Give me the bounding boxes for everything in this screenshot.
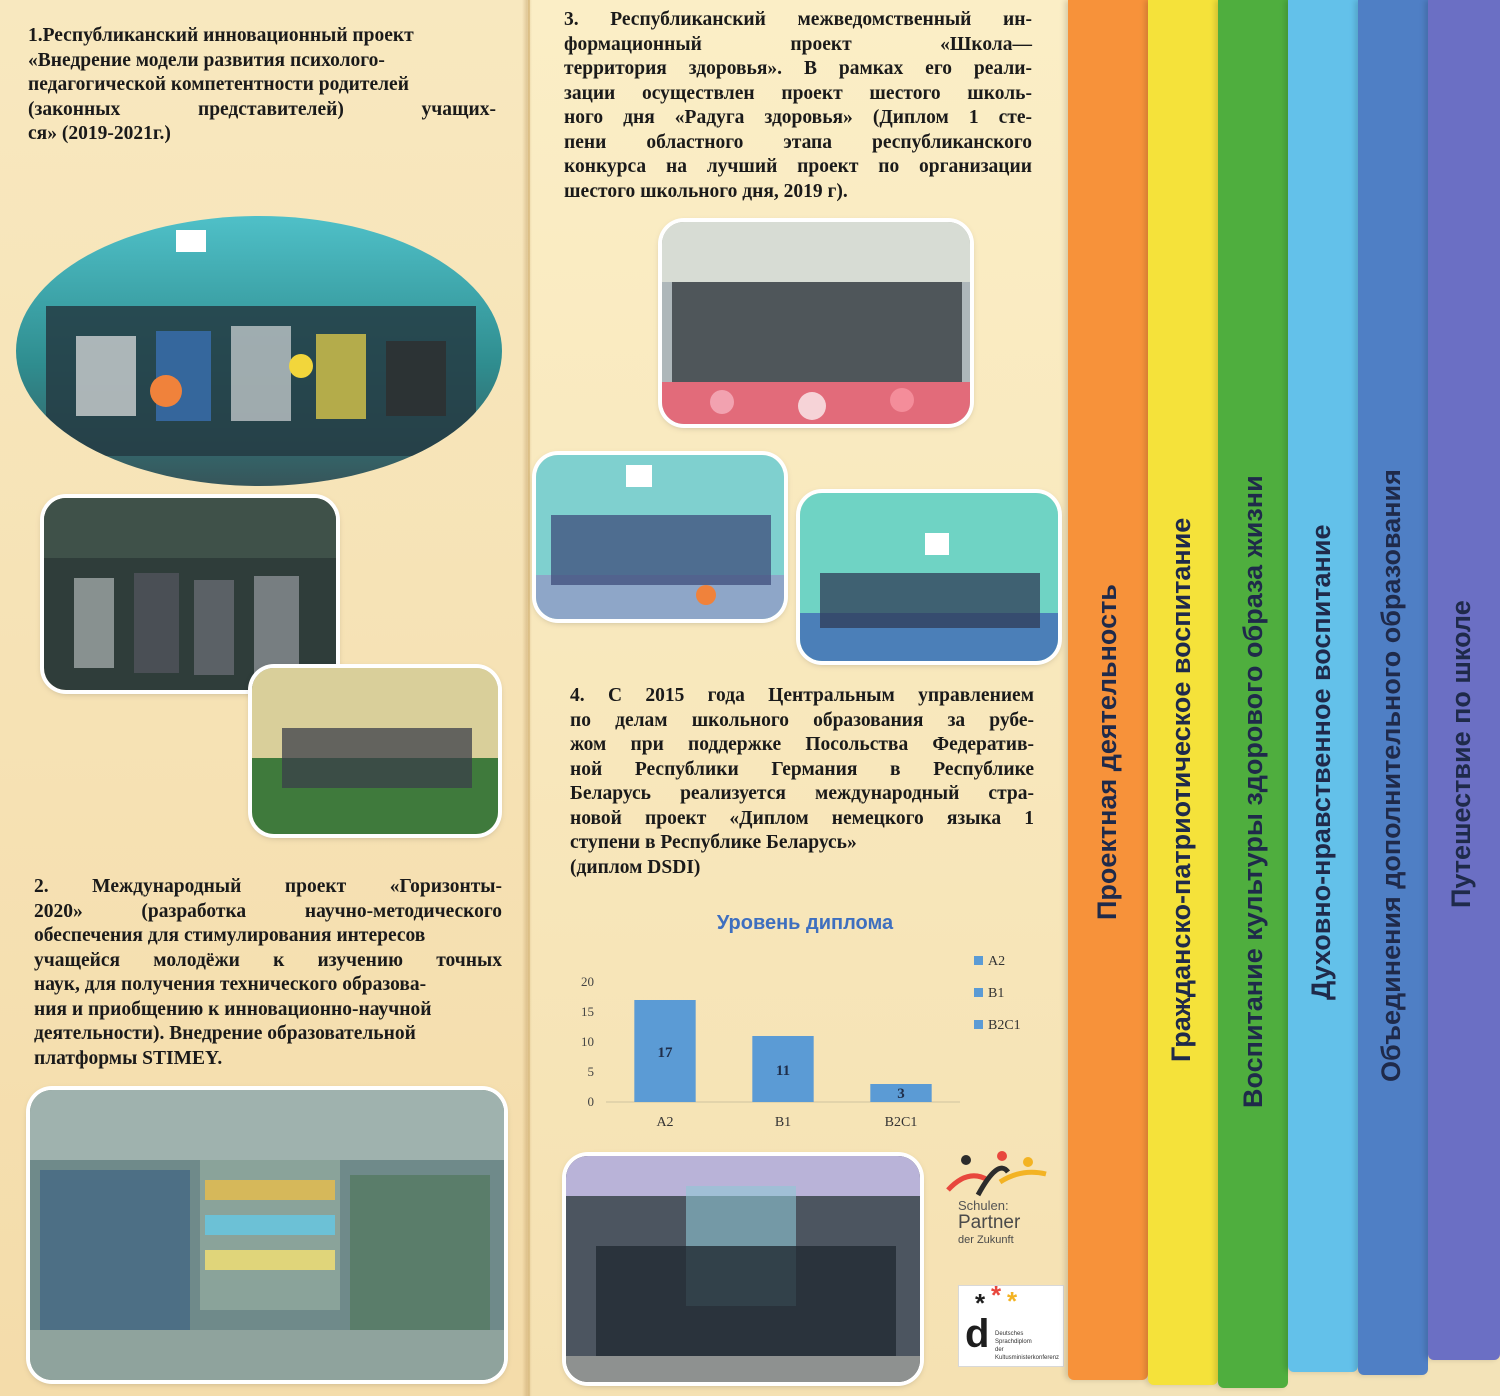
section-tabs: [1068, 0, 1500, 1396]
oval-group-photo: [16, 216, 502, 486]
dsd-line-1: Deutsches: [995, 1331, 1024, 1337]
legend-swatch: [974, 1020, 983, 1029]
tab-extra-education[interactable]: [1358, 0, 1428, 1375]
tab-label: Проектная деятельность: [1092, 584, 1122, 920]
project-2-line: 2020» (разработка научно-методического: [34, 900, 502, 922]
project-4-text: [570, 684, 1034, 880]
tab-label: Духовно-нравственное воспитание: [1306, 524, 1336, 1000]
project-2-line: наук, для получения технического образова-: [34, 974, 427, 995]
data-label: 11: [775, 1063, 791, 1079]
partner-line-2: Partner: [958, 1212, 1021, 1233]
project-1-line: педагогической компетентности родителей: [28, 74, 409, 95]
tab-project-activity[interactable]: [1068, 0, 1148, 1380]
project-3-line: 3. Республиканский межведомственный ин-: [564, 9, 1032, 30]
tab-label: Объединения дополнительного образования: [1376, 469, 1406, 1082]
oval-photo-scene: [16, 216, 502, 486]
project-1-line: ся» (2019-2021г.): [28, 123, 171, 144]
tab-healthy-lifestyle[interactable]: [1218, 0, 1288, 1388]
chart-title: Уровень диплома: [716, 912, 894, 934]
project-2-line: 2. Международный проект «Горизонты-: [34, 876, 502, 897]
tab-label: Гражданско-патриотическое воспитание: [1166, 517, 1196, 1062]
dsd-line-2: Sprachdiplom: [995, 1339, 1032, 1345]
project-3-line: пени областного этапа республиканского: [564, 131, 1032, 153]
svg-text:*: *: [1007, 1286, 1018, 1316]
gym-right-scene: [800, 493, 1058, 661]
y-tick-label: 10: [581, 1034, 594, 1049]
legend-entry: B2C1: [988, 1018, 1021, 1033]
tab-label: Путешествие по школе: [1446, 600, 1476, 908]
tab-label: Воспитание культуры здорового образа жизни: [1238, 475, 1268, 1108]
gym-left-scene: [536, 455, 784, 619]
svg-text:*: *: [975, 1288, 986, 1318]
ceremony-photo-scene: [566, 1156, 920, 1382]
project-2-text: [34, 875, 502, 1071]
schulen-partner-logo: [938, 1150, 1056, 1260]
dsd-letter: d: [965, 1312, 990, 1356]
x-tick-label: A2: [656, 1115, 674, 1130]
partner-line-1: Schulen:: [958, 1198, 1009, 1213]
dsd-caption: [995, 1330, 1063, 1362]
project-2-line: деятельности). Внедрение образовательной: [34, 1023, 416, 1044]
partner-line-3: der Zukunft: [958, 1234, 1014, 1246]
legend-entry: B1: [988, 986, 1005, 1001]
project-3-line: шестого школьного дня, 2019 г).: [564, 180, 848, 202]
svg-text:*: *: [991, 1286, 1002, 1310]
gym-photo-right: [800, 493, 1058, 661]
y-tick-label: 20: [581, 974, 594, 989]
y-tick-label: 15: [581, 1004, 594, 1019]
ceremony-photo: [566, 1156, 920, 1382]
project-3-line: конкурса на лучший проект по организации: [564, 156, 1032, 177]
project-4-line: ной Республики Германия в Республике: [570, 758, 1034, 780]
project-4-line: Беларусь реализуется международный стра-: [570, 783, 1034, 804]
fold-crease: [522, 0, 532, 1396]
diploma-level-chart: [560, 950, 1060, 1140]
project-4-line: (диплом DSDI): [570, 856, 701, 878]
project-1-text: [28, 24, 496, 147]
project-3-line: территория здоровья». В рамках его реали-: [564, 58, 1032, 79]
dsd-line-3: der Kultusministerkonferenz: [995, 1347, 1060, 1361]
outdoor-photo-scene: [252, 668, 498, 834]
project-2-line: платформы STIMEY.: [34, 1047, 223, 1069]
outdoor-group-photo: [252, 668, 498, 834]
project-1-line: «Внедрение модели развития психолого-: [28, 49, 385, 71]
project-3-line: ного дня «Радуга здоровья» (Диплом 1 сте-: [564, 107, 1032, 128]
dsd-logo: [958, 1285, 1064, 1367]
project-2-line: учащейся молодёжи к изучению точных: [34, 949, 502, 971]
tab-civic-patriotic[interactable]: [1148, 0, 1218, 1385]
project-4-line: по делам школьного образования за рубе-: [570, 709, 1034, 731]
project-1-line: (законных представителей) учащих-: [28, 98, 496, 120]
library-photo-scene: [30, 1090, 504, 1380]
data-label: 3: [897, 1086, 905, 1102]
project-4-line: новой проект «Диплом немецкого языка 1: [570, 807, 1034, 829]
project-3-line: формационный проект «Школа—: [564, 33, 1032, 55]
y-tick-label: 0: [587, 1094, 594, 1109]
tab-school-tour[interactable]: [1428, 0, 1500, 1360]
x-tick-label: B2C1: [884, 1115, 918, 1130]
partner-figures-icon: [938, 1150, 1056, 1200]
project-4-line: ступени в Республике Беларусь»: [570, 832, 857, 853]
library-photo: [30, 1090, 504, 1380]
legend-swatch: [974, 988, 983, 997]
gym-photo-left: [536, 455, 784, 619]
data-label: 17: [657, 1045, 673, 1061]
project-3-text: [564, 8, 1032, 204]
project-4-line: 4. С 2015 года Центральным управлением: [570, 685, 1034, 706]
legend-entry: A2: [988, 954, 1006, 969]
legend-swatch: [974, 956, 983, 965]
dance-photo: [662, 222, 970, 424]
x-tick-label: B1: [774, 1115, 792, 1130]
project-1-line: 1.Республиканский инновационный проект: [28, 25, 414, 46]
project-2-line: ния и приобщению к инновационно-научной: [34, 998, 432, 1020]
parents-photo-scene: [44, 498, 336, 690]
tab-spiritual-moral[interactable]: [1288, 0, 1358, 1372]
dance-photo-scene: [662, 222, 970, 424]
project-4-line: жом при поддержке Посольства Федератив-: [570, 734, 1034, 755]
parents-hall-photo: [44, 498, 336, 690]
project-2-line: обеспечения для стимулирования интересов: [34, 925, 426, 946]
project-3-line: зации осуществлен проект шестого школь-: [564, 82, 1032, 104]
y-tick-label: 5: [587, 1064, 594, 1079]
